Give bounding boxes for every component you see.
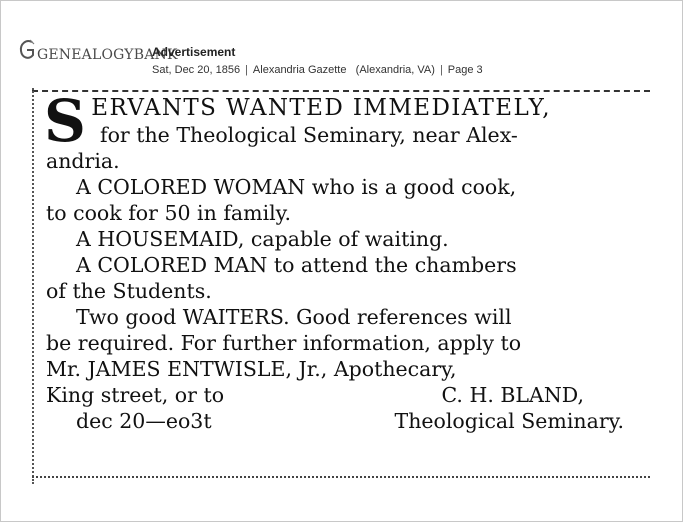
ad-line [46, 408, 624, 434]
genealogybank-g-icon [18, 38, 36, 62]
ad-line-right: Theological Seminary. [394, 409, 624, 433]
citation-line [152, 64, 483, 76]
ad-line: for the Theological Seminary, near Alex- [100, 123, 518, 147]
newspaper-name: Alexandria Gazette [252, 64, 347, 76]
separator: | [439, 64, 443, 76]
ad-line: of the Students. [46, 279, 212, 303]
bottom-rule [32, 476, 650, 478]
top-rule [32, 90, 650, 92]
ad-line [46, 382, 624, 408]
ad-line: A COLORED MAN to attend the chambers [76, 253, 517, 277]
ad-line: A COLORED WOMAN who is a good cook, [76, 175, 517, 199]
publication-date: Sat, Dec 20, 1856 [152, 64, 241, 76]
page-title: Advertisement [152, 45, 236, 59]
ad-line: andria. [46, 149, 120, 173]
page-number: Page 3 [447, 64, 483, 76]
ad-line: Two good WAITERS. Good references will [76, 305, 512, 329]
logo-wordmark: GENEALOGYBANK [37, 47, 178, 63]
ad-heading-text: ERVANTS WANTED IMMEDIATELY, [91, 95, 552, 121]
drop-cap: S [44, 87, 88, 155]
left-edge [32, 88, 34, 484]
newspaper-clipping [32, 88, 650, 484]
ad-line: Mr. JAMES ENTWISLE, Jr., Apothecary, [46, 357, 457, 381]
separator: | [245, 64, 248, 76]
advertisement-text [44, 87, 646, 434]
newspaper-location: (Alexandria, VA) [355, 64, 435, 76]
ad-line-left: dec 20—eo3t [76, 409, 212, 433]
ad-line-right: C. H. BLAND, [441, 383, 584, 407]
ad-line: to cook for 50 in family. [46, 201, 292, 225]
ad-line-left: King street, or to [46, 383, 225, 407]
ad-line: be required. For further information, apply to [46, 331, 522, 355]
ad-line: A HOUSEMAID, capable of waiting. [76, 227, 449, 251]
